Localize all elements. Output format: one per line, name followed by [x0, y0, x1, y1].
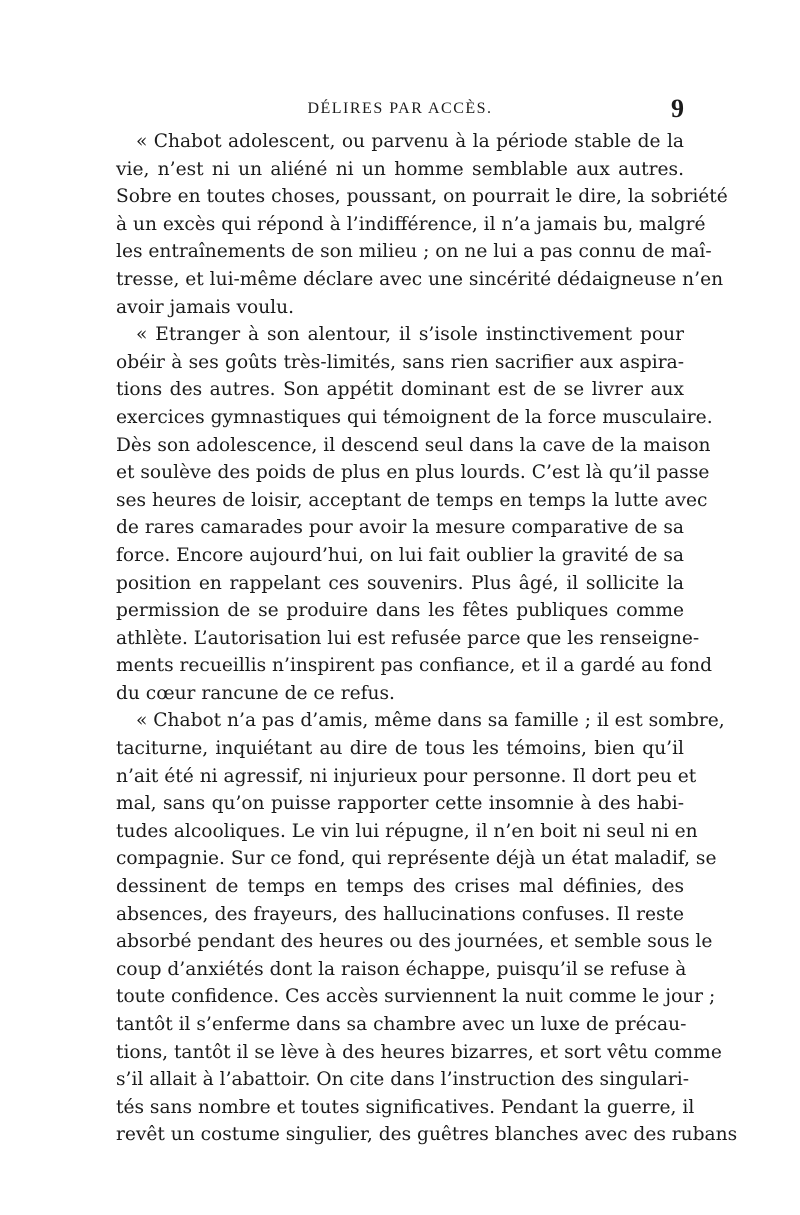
text-line: Sobre en toutes choses, poussant, on pourrait le dire, la sobriété: [116, 186, 728, 208]
text-line: de rares camarades pour avoir la mesure comparative de sa: [116, 517, 684, 539]
text-line: Dès son adolescence, il descend seul dans la cave de la maison: [116, 434, 711, 456]
running-head: [116, 96, 684, 124]
text-line: vie, n’est ni un aliéné ni un homme semblable aux autres.: [116, 158, 684, 180]
text-line: les entraînements de son milieu ; on ne lui a pas connu de maî-: [116, 241, 712, 263]
text-line: « Chabot adolescent, ou parvenu à la période stable de la: [136, 131, 684, 152]
text-line: du cœur rancune de ce refus.: [116, 682, 395, 704]
text-line: dessinent de temps en temps des crises mal définies, des: [116, 876, 684, 898]
text-line: « Chabot n’a pas d’amis, même dans sa famille ; il est sombre,: [136, 710, 725, 732]
text-line: tudes alcooliques. Le vin lui répugne, il n’en boit ni seul ni en: [116, 820, 698, 842]
text-line: permission de se produire dans les fêtes publiques comme: [116, 600, 684, 622]
text-line: ses heures de loisir, acceptant de temps en temps la lutte avec: [116, 489, 708, 511]
text-line: compagnie. Sur ce fond, qui représente déjà un état maladif, se: [116, 848, 717, 870]
text-line: et soulève des poids de plus en plus lourds. C’est là qu’il passe: [116, 462, 710, 484]
text-line: tés sans nombre et toutes significatives. Pendant la guerre, il: [116, 1096, 695, 1118]
text-line: tantôt il s’enferme dans sa chambre avec un luxe de précau-: [116, 1014, 687, 1035]
text-line: tresse, et lui-même déclare avec une sincérité dédaigneuse n’en: [116, 268, 724, 290]
text-line: position en rappelant ces souvenirs. Plus âgé, il sollicite la: [116, 572, 684, 594]
text-line: athlète. L’autorisation lui est refusée parce que les renseigne-: [116, 627, 700, 649]
text-line: n’ait été ni agressif, ni injurieux pour personne. Il dort peu et: [116, 765, 697, 787]
page-number: 9: [671, 94, 684, 123]
text-line: tions des autres. Son appétit dominant est de se livrer aux: [116, 379, 684, 401]
text-line: absences, des frayeurs, des hallucinations confuses. Il reste: [116, 903, 684, 925]
text-line: « Etranger à son alentour, il s’isole instinctivement pour: [136, 324, 684, 346]
text-line: avoir jamais voulu.: [116, 296, 295, 318]
text-line: obéir à ses goûts très-limités, sans rien sacrifier aux aspira-: [116, 351, 684, 373]
text-line: revêt un costume singulier, des guêtres blanches avec des rubans: [116, 1124, 738, 1146]
text-line: absorbé pendant des heures ou des journées, et semble sous le: [116, 931, 713, 953]
text-line: à un excès qui répond à l’indifférence, il n’a jamais bu, malgré: [116, 213, 706, 235]
text-line: tions, tantôt il se lève à des heures bizarres, et sort vêtu comme: [116, 1041, 722, 1063]
running-title: DÉLIRES PAR ACCÈS.: [307, 100, 493, 117]
text-line: toute confidence. Ces accès surviennent la nuit comme le jour ;: [116, 986, 716, 1008]
text-line: s’il allait à l’abattoir. On cite dans l’instruction des singulari-: [116, 1069, 690, 1091]
text-line: coup d’anxiétés dont la raison échappe, puisqu’il se refuse à: [116, 958, 687, 980]
text-line: taciturne, inquiétant au dire de tous les témoins, bien qu’il: [116, 738, 684, 760]
text-line: force. Encore aujourd’hui, on lui fait oublier la gravité de sa: [116, 544, 684, 566]
text-line: ments recueillis n’inspirent pas confiance, et il a gardé au fond: [116, 655, 713, 677]
text-line: mal, sans qu’on puisse rapporter cette insomnie à des habi-: [116, 793, 684, 815]
text-line: exercices gymnastiques qui témoignent de la force musculaire.: [116, 406, 713, 428]
body-text: [116, 128, 738, 1149]
